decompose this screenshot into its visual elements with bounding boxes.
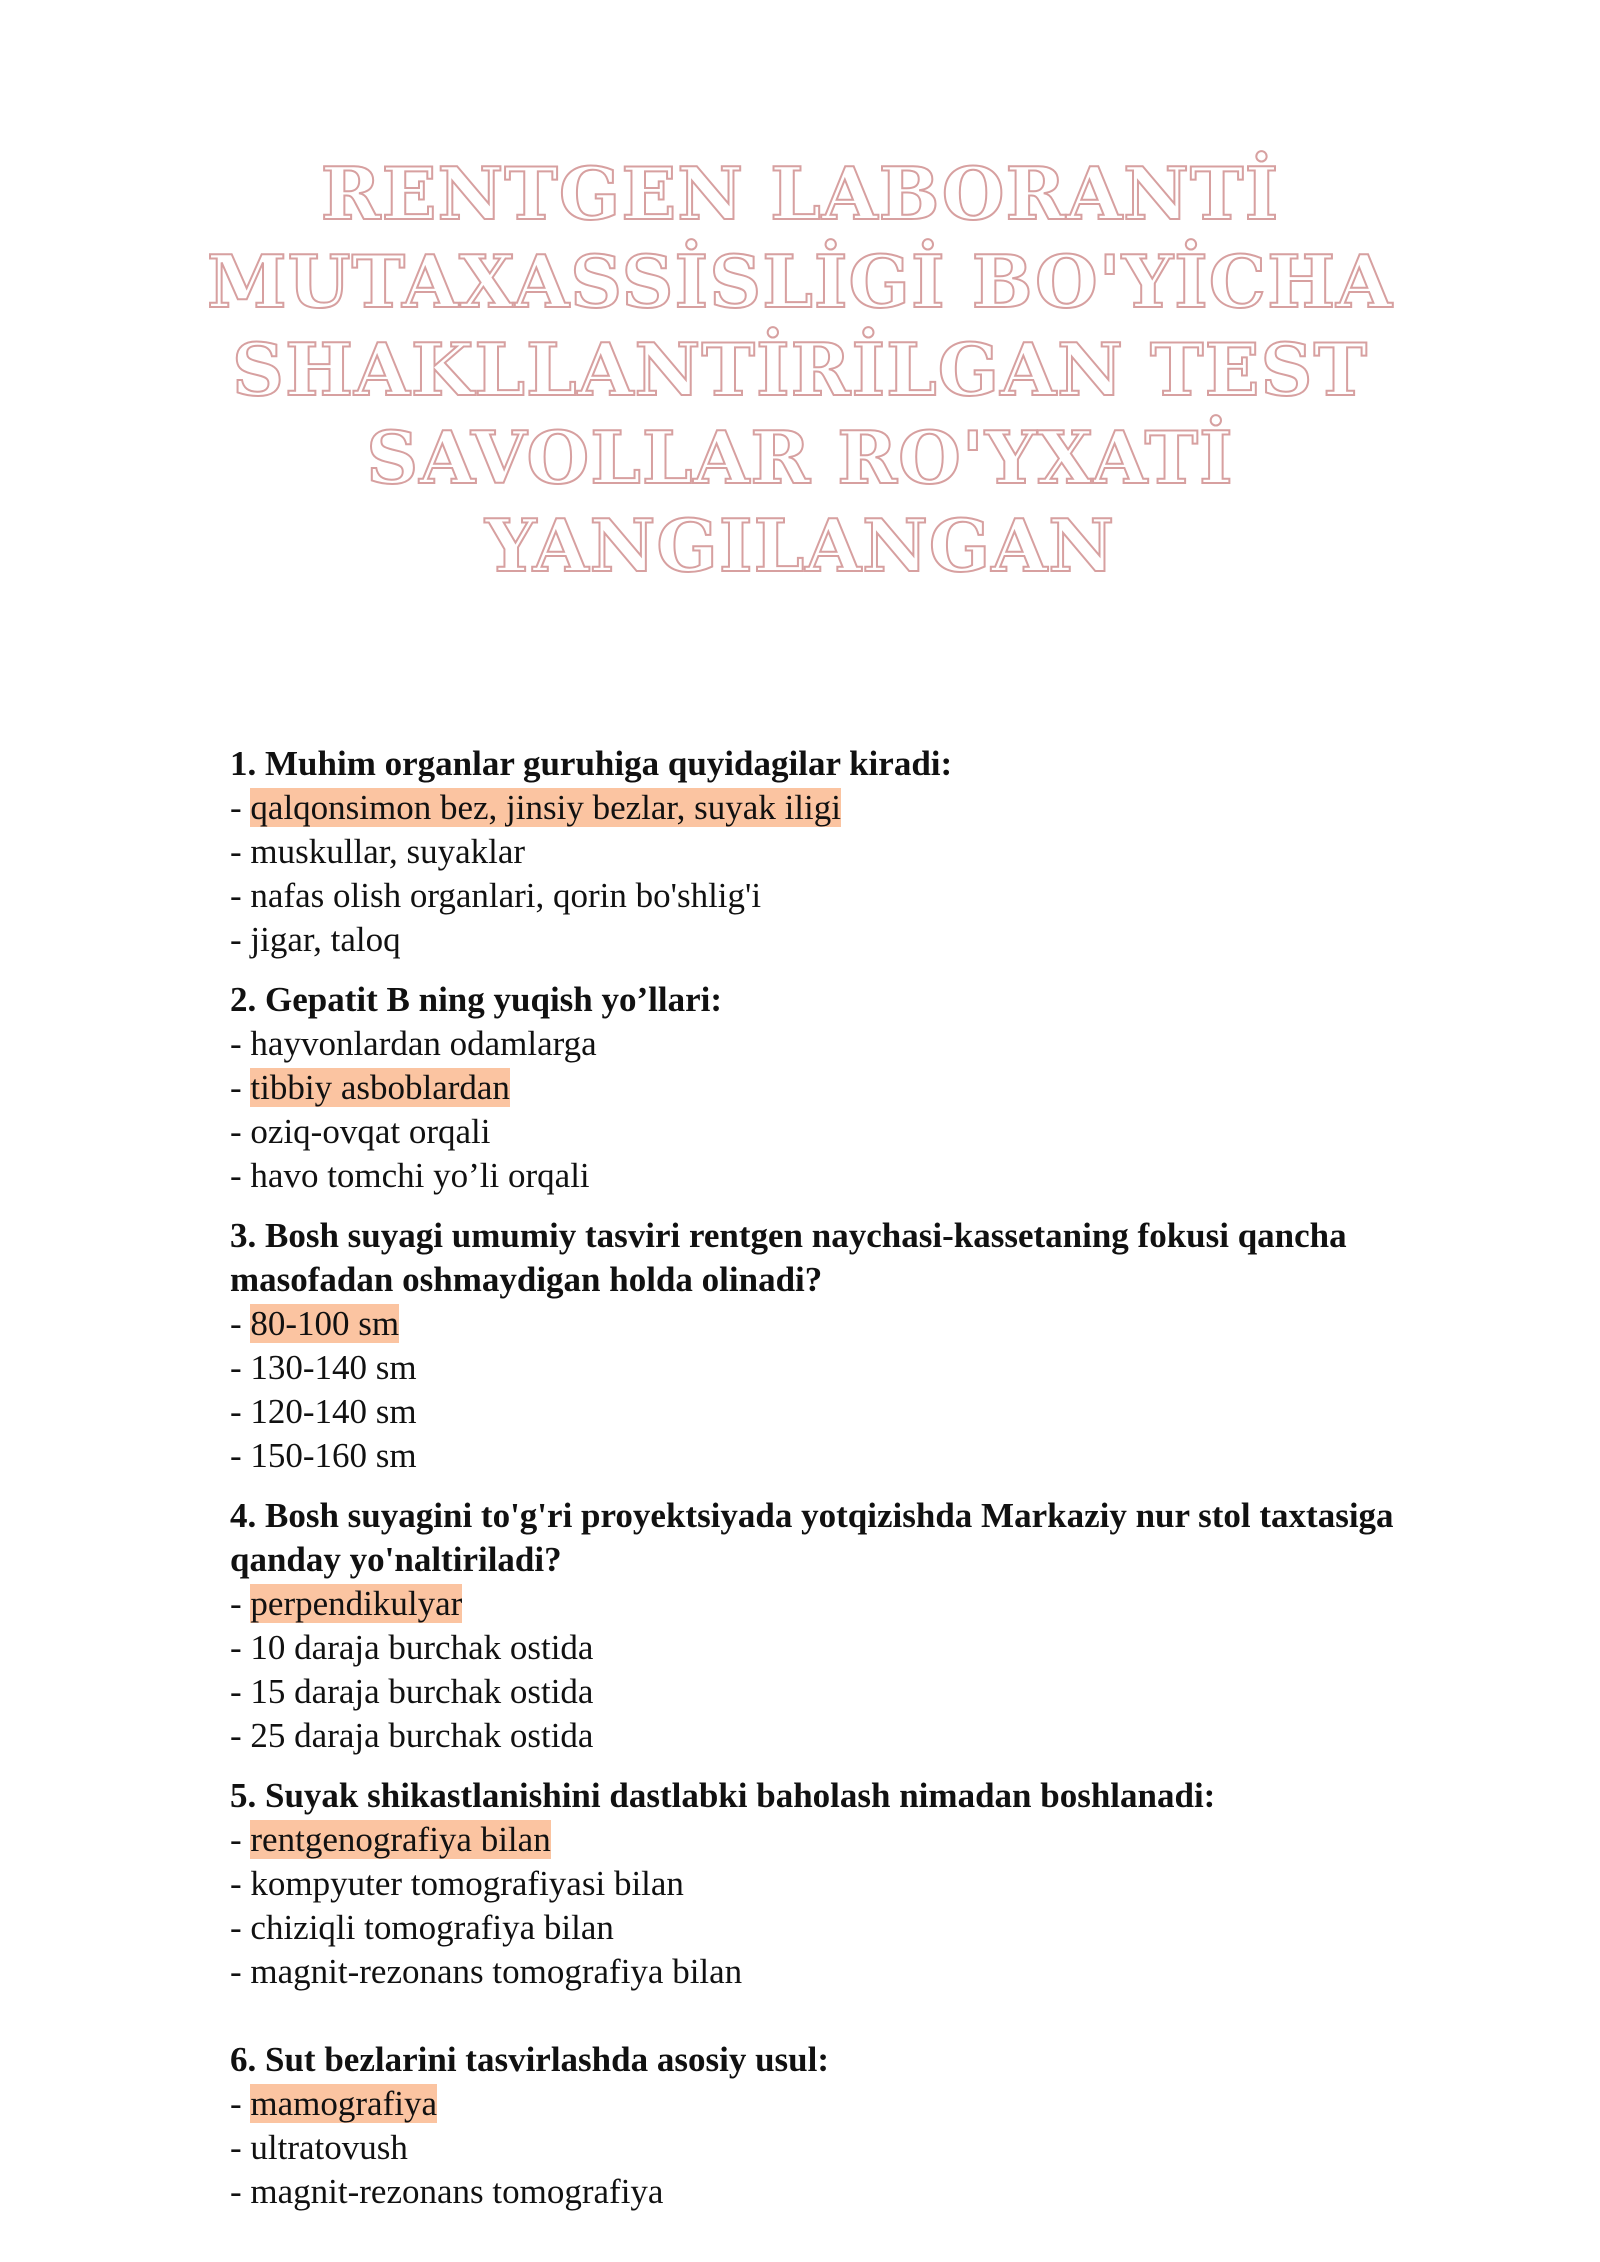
question-block — [230, 1494, 1450, 1758]
answer-option — [230, 830, 1450, 874]
answer-bullet: - — [230, 1864, 251, 1903]
answer-option — [230, 1434, 1450, 1478]
question-list — [230, 742, 1450, 2230]
title-line: YANGILANGAN — [484, 503, 1116, 588]
answer-bullet: - — [230, 1584, 251, 1623]
answer-text: muskullar, suyaklar — [250, 832, 526, 871]
answer-option — [230, 1714, 1450, 1758]
answer-text: havo tomchi yo’li orqali — [250, 1156, 590, 1195]
question-title: 1. Muhim organlar guruhiga quyidagilar kiradi: — [230, 744, 953, 783]
document-title — [200, 150, 1400, 590]
answer-text: 25 daraja burchak ostida — [250, 1716, 594, 1755]
answer-option — [230, 874, 1450, 918]
question-title: 5. Suyak shikastlanishini dastlabki baholash nimadan boshlanadi: — [230, 1776, 1216, 1815]
answer-text: kompyuter tomografiyasi bilan — [250, 1864, 684, 1903]
answer-text: 10 daraja burchak ostida — [250, 1628, 594, 1667]
answer-option — [230, 1818, 1450, 1862]
question-block — [230, 742, 1450, 962]
answer-bullet: - — [230, 788, 251, 827]
answer-bullet: - — [230, 920, 251, 959]
question-title: 6. Sut bezlarini tasvirlashda asosiy usul: — [230, 2040, 829, 2079]
answer-bullet: - — [230, 832, 251, 871]
answer-option — [230, 1390, 1450, 1434]
answer-text: jigar, taloq — [250, 920, 401, 959]
title-line: SAVOLLAR RO'YXATİ — [366, 415, 1234, 500]
answer-bullet: - — [230, 1672, 251, 1711]
answer-bullet: - — [230, 2084, 251, 2123]
question-title: 3. Bosh suyagi umumiy tasviri rentgen naychasi-kassetaning fokusi qancha masofadan oshmaydigan holda olinadi? — [230, 1216, 1347, 1299]
answer-text: chiziqli tomografiya bilan — [250, 1908, 614, 1947]
title-line: SHAKLLANTİRİLGAN TEST — [231, 327, 1369, 412]
answer-text: 120-140 sm — [250, 1392, 417, 1431]
answer-option — [230, 1582, 1450, 1626]
answer-option — [230, 1154, 1450, 1198]
answer-bullet: - — [230, 1112, 251, 1151]
answer-bullet: - — [230, 1908, 251, 1947]
answer-bullet: - — [230, 1068, 251, 1107]
answer-text: hayvonlardan odamlarga — [250, 1024, 597, 1063]
answer-option — [230, 2082, 1450, 2126]
answer-option — [230, 2126, 1450, 2170]
answer-text: 15 daraja burchak ostida — [250, 1672, 594, 1711]
title-line: MUTAXASSİSLİGİ BO'YİCHA — [206, 239, 1393, 324]
answer-text: oziq-ovqat orqali — [250, 1112, 491, 1151]
answer-text: ultratovush — [250, 2128, 408, 2167]
answer-text: nafas olish organlari, qorin bo'shlig'i — [250, 876, 762, 915]
answer-bullet: - — [230, 2172, 251, 2211]
answer-bullet: - — [230, 1348, 251, 1387]
answer-option — [230, 1950, 1450, 1994]
answer-text: magnit-rezonans tomografiya — [250, 2172, 664, 2211]
answer-option — [230, 1022, 1450, 1066]
answer-bullet: - — [230, 1952, 251, 1991]
question-block — [230, 978, 1450, 1198]
answer-option — [230, 918, 1450, 962]
answer-bullet: - — [230, 876, 251, 915]
answer-option — [230, 1346, 1450, 1390]
question-title: 4. Bosh suyagini to'g'ri proyektsiyada yotqizishda Markaziy nur stol taxtasiga qanday yo'naltiriladi? — [230, 1496, 1394, 1579]
correct-answer-text: qalqonsimon bez, jinsiy bezlar, suyak iligi — [250, 788, 841, 827]
answer-bullet: - — [230, 1716, 251, 1755]
correct-answer-text: rentgenografiya bilan — [250, 1820, 551, 1859]
answer-option — [230, 2170, 1450, 2214]
answer-option — [230, 1626, 1450, 1670]
question-title: 2. Gepatit B ning yuqish yo’llari: — [230, 980, 723, 1019]
answer-bullet: - — [230, 1820, 251, 1859]
title-line: RENTGEN LABORANTİ — [320, 151, 1280, 236]
answer-bullet: - — [230, 1392, 251, 1431]
answer-bullet: - — [230, 1304, 251, 1343]
answer-text: 130-140 sm — [250, 1348, 417, 1387]
correct-answer-text: tibbiy asboblardan — [250, 1068, 510, 1107]
answer-bullet: - — [230, 1628, 251, 1667]
answer-option — [230, 1862, 1450, 1906]
answer-option — [230, 1066, 1450, 1110]
answer-option — [230, 1302, 1450, 1346]
answer-option — [230, 786, 1450, 830]
correct-answer-text: 80-100 sm — [250, 1304, 400, 1343]
question-block — [230, 1774, 1450, 1994]
question-block — [230, 2038, 1450, 2214]
answer-bullet: - — [230, 1156, 251, 1195]
answer-text: magnit-rezonans tomografiya bilan — [250, 1952, 743, 1991]
correct-answer-text: mamografiya — [250, 2084, 437, 2123]
correct-answer-text: perpendikulyar — [250, 1584, 463, 1623]
answer-option — [230, 1906, 1450, 1950]
question-block — [230, 1214, 1450, 1478]
answer-bullet: - — [230, 1024, 251, 1063]
answer-bullet: - — [230, 1436, 251, 1475]
answer-option — [230, 1110, 1450, 1154]
answer-bullet: - — [230, 2128, 251, 2167]
answer-option — [230, 1670, 1450, 1714]
answer-text: 150-160 sm — [250, 1436, 417, 1475]
